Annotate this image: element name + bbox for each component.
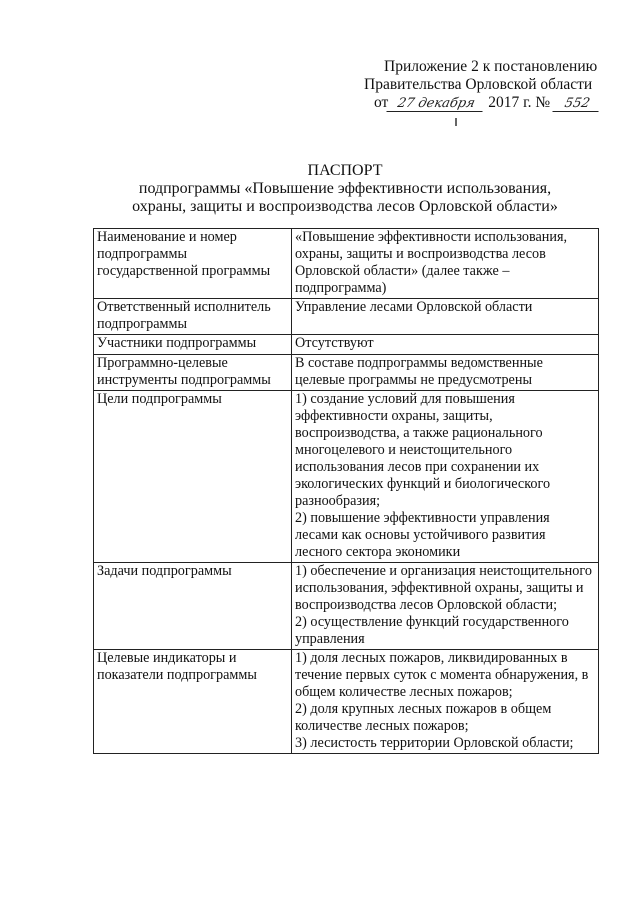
row-label: Наименование и номер подпрограммы государственной программы: [94, 229, 292, 299]
pen-mark: [455, 118, 457, 126]
appendix-line-2: Правительства Орловской области: [364, 76, 593, 93]
row-value: 1) доля лесных пожаров, ликвидированных в течение первых суток с момента обнаружения, в общем количестве лесных пожаров; 2) доля крупных лесных пожаров в общем количестве лесных пожаров; 3) лесистость территории Орловской области;: [292, 650, 599, 754]
table-row: [94, 391, 599, 563]
title-subtitle-line-2: охраны, защиты и воспроизводства лесов Орловской области»: [132, 198, 558, 215]
from-label: от: [374, 94, 389, 111]
table-row: [94, 229, 599, 299]
row-label: Задачи подпрограммы: [94, 563, 292, 650]
row-value: 1) создание условий для повышения эффективности охраны, защиты, воспроизводства, а также рационального многоцелевого и неистощительного использования лесов при сохранении их экологических функций и биологического разнообразия; 2) повышение эффективности управления лесами как основы устойчивого развития лесного сектора экономики: [292, 391, 599, 563]
table-row: [94, 299, 599, 335]
row-label: Целевые индикаторы и показатели подпрограммы: [94, 650, 292, 754]
handwritten-date: 27 декабря: [387, 97, 486, 112]
title-subtitle-line-1: подпрограммы «Повышение эффективности использования,: [138, 180, 552, 197]
row-value: 1) обеспечение и организация неистощительного использования, эффективной охраны, защиты и воспроизводства лесов Орловской области; 2) осуществление функций государственного управления: [292, 563, 599, 650]
row-label: Участники подпрограммы: [94, 335, 292, 355]
table-row: [94, 335, 599, 355]
row-label: Ответственный исполнитель подпрограммы: [94, 299, 292, 335]
title-heading: ПАСПОРТ: [307, 162, 383, 179]
table-row: [94, 355, 599, 391]
appendix-line-1: Приложение 2 к постановлению: [384, 58, 598, 75]
row-value: Отсутствуют: [292, 335, 599, 355]
appendix-header: [362, 58, 632, 112]
table-row: [94, 563, 599, 650]
row-value: В составе подпрограммы ведомственные целевые программы не предусмотрены: [292, 355, 599, 391]
document-title: [130, 162, 560, 216]
table-row: [94, 650, 599, 754]
row-label: Программно-целевые инструменты подпрограммы: [94, 355, 292, 391]
row-label: Цели подпрограммы: [94, 391, 292, 563]
passport-table: [93, 228, 599, 754]
row-value: «Повышение эффективности использования, охраны, защиты и воспроизводства лесов Орловской области» (далее также – подпрограмма): [292, 229, 599, 299]
handwritten-number: 552: [553, 97, 602, 112]
row-value: Управление лесами Орловской области: [292, 299, 599, 335]
appendix-date-line: [362, 94, 632, 112]
year-number-label: 2017 г. №: [488, 94, 551, 111]
